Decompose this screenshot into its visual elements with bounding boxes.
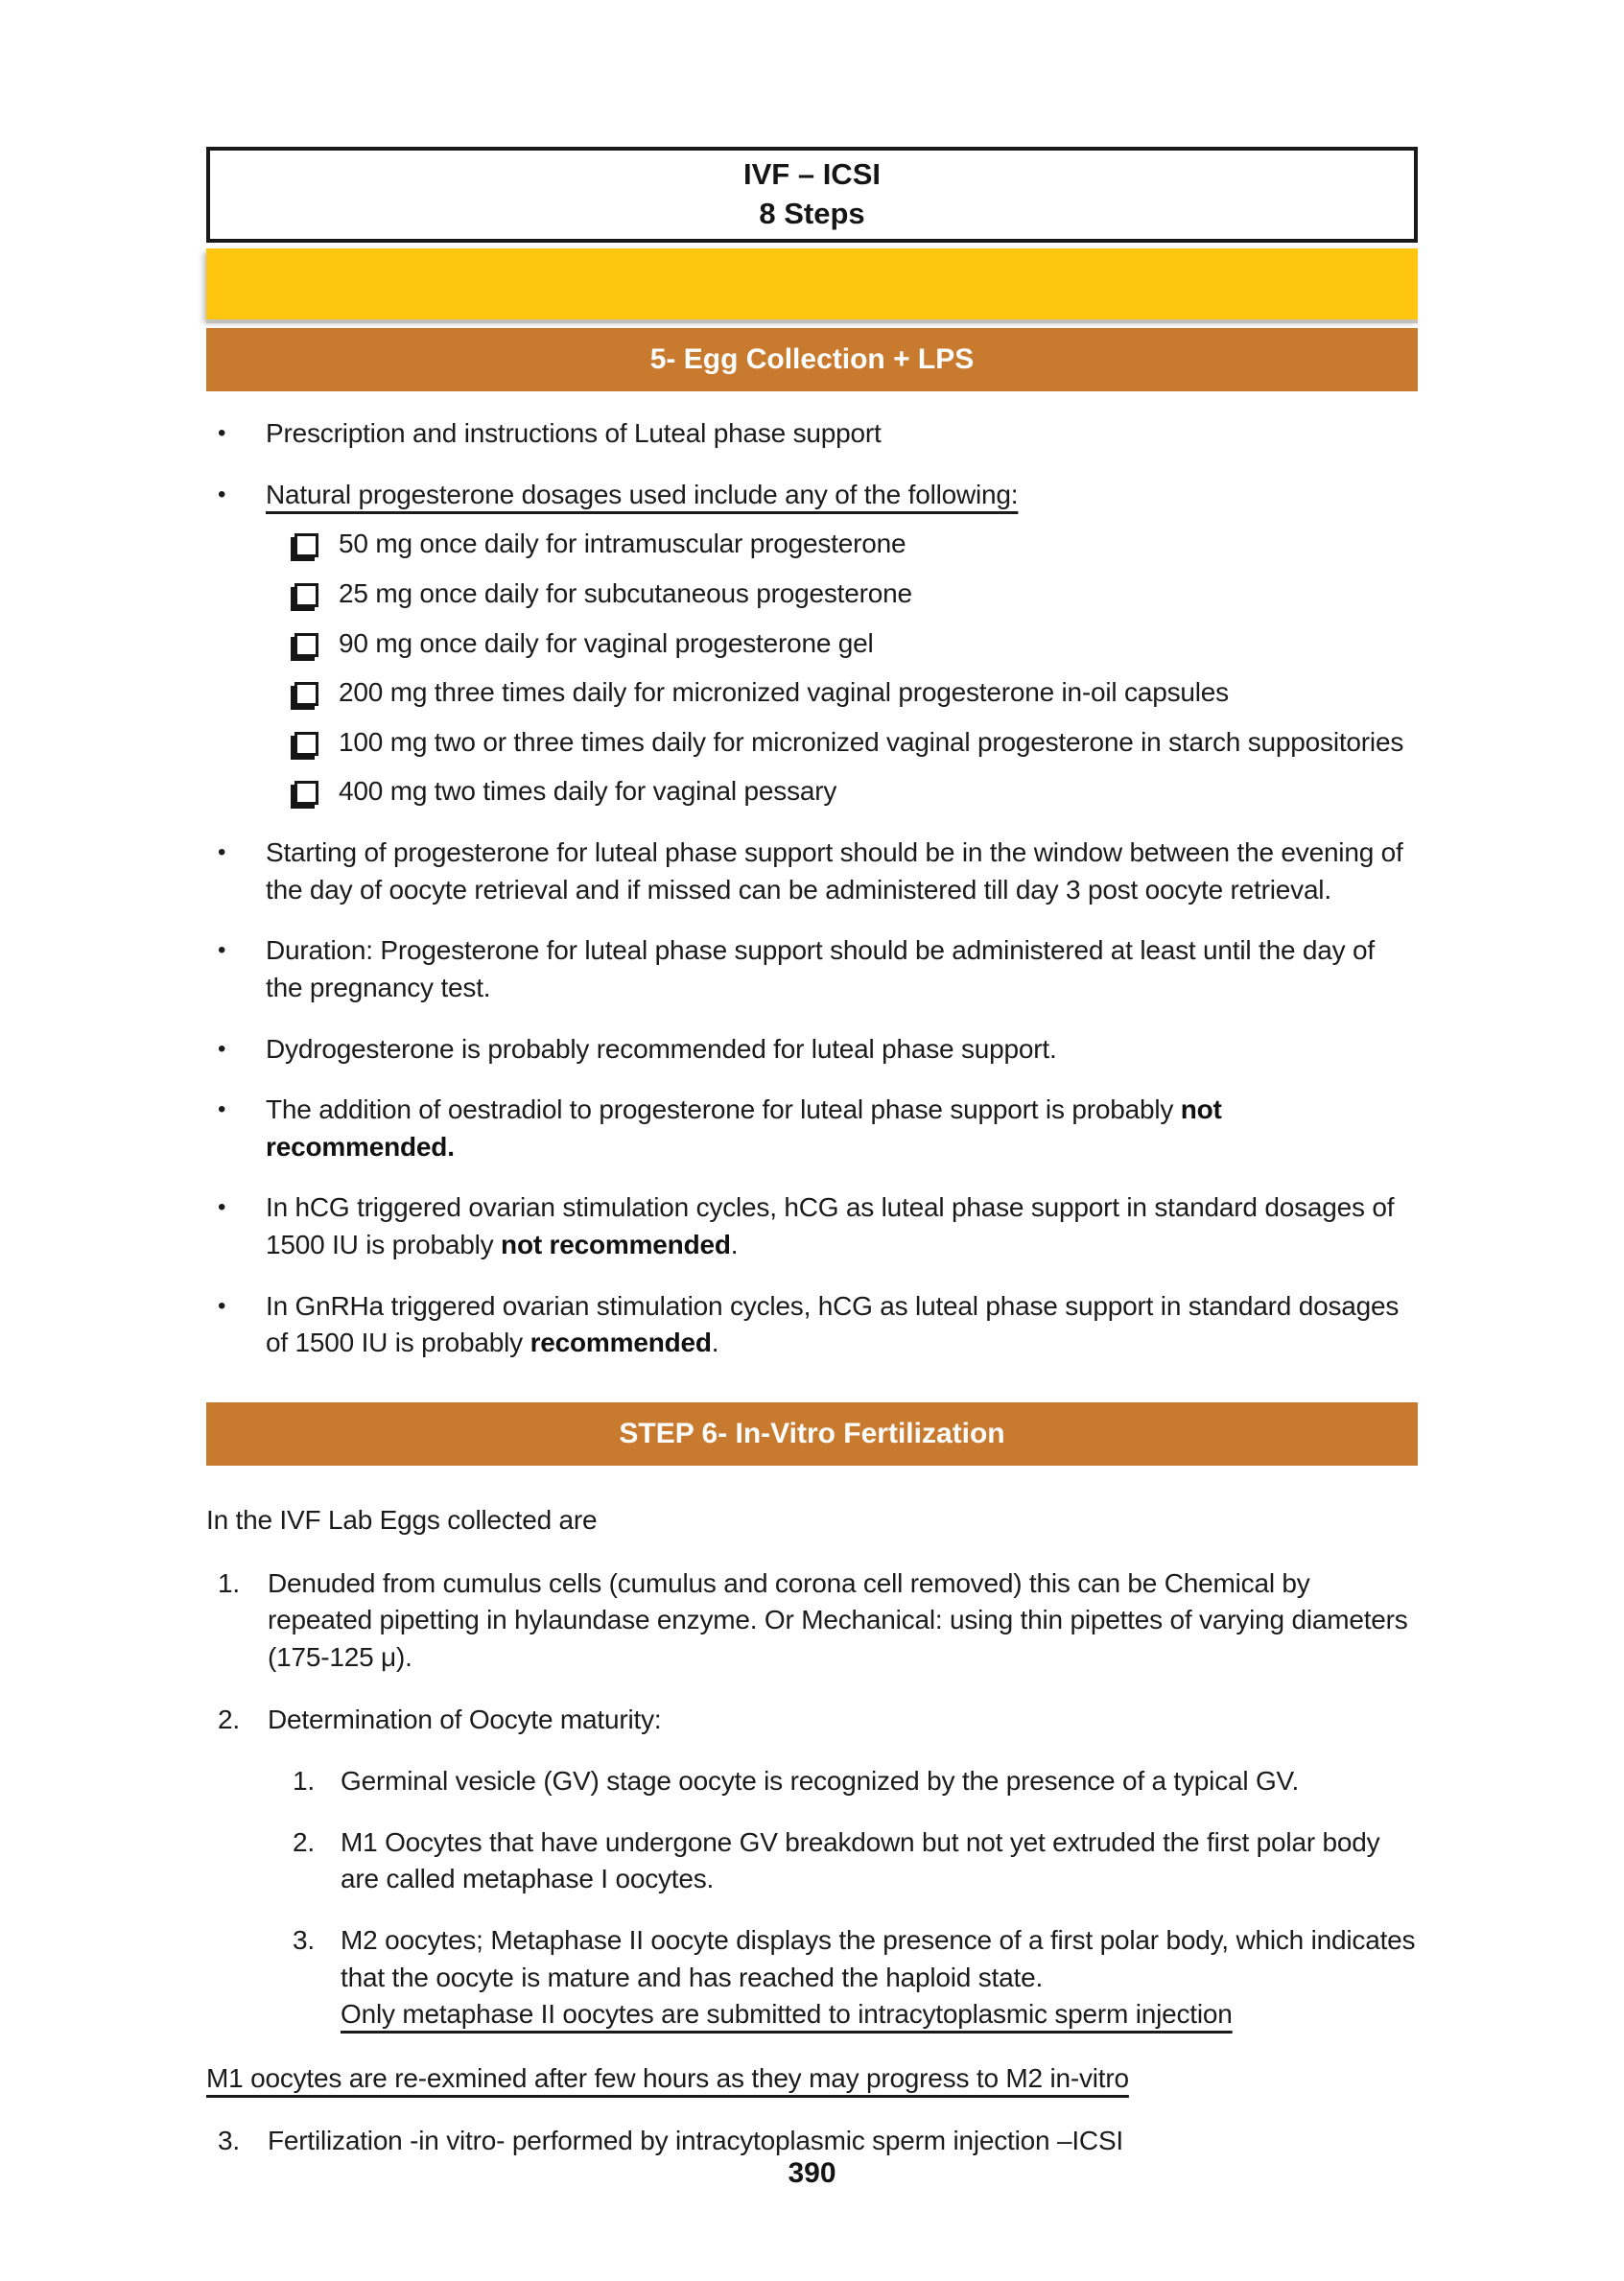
dosage-option-text: 25 mg once daily for subcutaneous progesterone	[339, 577, 912, 608]
bullet-text-suffix: .	[711, 1328, 719, 1358]
bullet-text	[266, 1189, 1418, 1263]
bullet-text-bold: not recommended	[501, 1230, 731, 1259]
bullet-item	[206, 1288, 1418, 1362]
bullet-text	[266, 1092, 1418, 1165]
checkbox-icon	[294, 682, 318, 706]
bullet-item	[206, 1189, 1418, 1263]
bullet-text-normal: The addition of oestradiol to progesterone for luteal phase support is probably	[266, 1094, 1181, 1125]
item-number: 1.	[218, 1567, 240, 1598]
bullet-icon: •	[218, 1194, 226, 1221]
checkbox-icon	[294, 781, 318, 805]
subitem-text: M1 Oocytes that have undergone GV breakdown but not yet extruded the first polar body are called metaphase I oocytes.	[341, 1826, 1380, 1894]
doc-title-line2: 8 Steps	[759, 197, 865, 230]
numbered-subitem	[279, 1763, 1418, 1800]
page-number: 390	[788, 2157, 836, 2189]
title-box	[206, 147, 1418, 243]
section-6-intro: In the IVF Lab Eggs collected are	[206, 1504, 598, 1535]
section-6-header-label: STEP 6- In-Vitro Fertilization	[619, 1417, 1005, 1449]
bullet-text-normal: In hCG triggered ovarian stimulation cycles, hCG as luteal phase support in standard dosages of 1500 IU is probably	[266, 1192, 1395, 1259]
numbered-item	[206, 1702, 1418, 1739]
dosage-option-text: 50 mg once daily for intramuscular progesterone	[339, 529, 906, 559]
checkbox-icon	[294, 633, 318, 657]
dosage-options-list	[206, 526, 1418, 811]
bullet-item	[206, 477, 1418, 514]
bullet-text: Duration: Progesterone for luteal phase support should be administered at least until the day of the pregnancy test.	[266, 935, 1375, 1002]
checkbox-icon	[294, 533, 318, 557]
subitem-text	[341, 1922, 1418, 2034]
subitem-text-underlined: Only metaphase II oocytes are submitted to intracytoplasmic sperm injection	[341, 1999, 1233, 2030]
bullet-text-bold: not recommended.	[266, 1094, 1222, 1162]
bullet-text-normal: In GnRHa triggered ovarian stimulation cycles, hCG as luteal phase support in standard dosages of 1500 IU is probably	[266, 1290, 1400, 1358]
dosage-option-row	[289, 526, 1418, 563]
subitem-number: 1.	[293, 1766, 315, 1796]
subitem-text: Germinal vesicle (GV) stage oocyte is recognized by the presence of a typical GV.	[341, 1766, 1300, 1796]
subitem-number: 3.	[293, 1924, 315, 1955]
item-number: 3.	[218, 2126, 240, 2156]
subitem-number: 2.	[293, 1826, 315, 1857]
bullet-text: Dydrogesterone is probably recommended for luteal phase support.	[266, 1033, 1057, 1064]
dosage-option-row	[289, 773, 1418, 811]
section-6-header-band	[206, 1402, 1418, 1466]
bullet-text: Starting of progesterone for luteal phase support should be in the window between the evening of the day of oocyte retrieval and if missed can be administered till day 3 post oocyte retrieval.	[266, 837, 1403, 905]
bullet-icon: •	[218, 1096, 226, 1123]
yellow-banner	[206, 248, 1418, 319]
dosage-option-row	[289, 724, 1418, 762]
item-text: Denuded from cumulus cells (cumulus and corona cell removed) this can be Chemical by repeated pipetting in hylaundase enzyme. Or Mechanical: using thin pipettes of varying diameters (175-125 μ).	[268, 1567, 1408, 1672]
section-5-header-label: 5- Egg Collection + LPS	[649, 343, 975, 375]
dosage-option-text: 90 mg once daily for vaginal progesterone gel	[339, 627, 874, 658]
bullet-text-underlined: Natural progesterone dosages used include any of the following:	[266, 479, 1019, 509]
item-text: Determination of Oocyte maturity:	[268, 1705, 662, 1735]
numbered-item	[206, 1565, 1418, 1677]
bullet-item	[206, 415, 1418, 453]
numbered-subitem	[279, 1824, 1418, 1898]
bullet-icon: •	[218, 839, 226, 865]
bullet-text: Prescription and instructions of Luteal phase support	[266, 418, 882, 448]
item-text: Fertilization -in vitro- performed by intracytoplasmic sperm injection –ICSI	[268, 2126, 1123, 2156]
page-content	[206, 147, 1418, 2160]
numbered-subitem	[279, 1922, 1418, 2034]
bullet-icon: •	[218, 937, 226, 964]
bullet-icon: •	[218, 1035, 226, 1062]
item-number: 2.	[218, 1705, 240, 1735]
section-5-header-band	[206, 328, 1418, 391]
bullet-item	[206, 932, 1418, 1006]
dosage-option-text: 100 mg two or three times daily for micronized vaginal progesterone in starch suppositories	[339, 726, 1404, 757]
bullet-icon: •	[218, 420, 226, 446]
checkbox-icon	[294, 732, 318, 756]
section-5-body	[206, 415, 1418, 1362]
dosage-option-row	[289, 576, 1418, 613]
bullet-item	[206, 835, 1418, 908]
section-6-body	[206, 1502, 1418, 2160]
doc-title-line1: IVF – ICSI	[743, 157, 881, 192]
bullet-item	[206, 1092, 1418, 1165]
dosage-option-row	[289, 625, 1418, 663]
checkbox-icon	[294, 583, 318, 607]
subitem-text-normal: M2 oocytes; Metaphase II oocyte displays the presence of a first polar body, which indicates that the oocyte is mature and has reached the haploid state.	[341, 1924, 1416, 1992]
bullet-text-suffix: .	[730, 1230, 739, 1259]
dosage-option-text: 200 mg three times daily for micronized vaginal progesterone in-oil capsules	[339, 677, 1229, 708]
dosage-option-row	[289, 674, 1418, 712]
bullet-icon: •	[218, 481, 226, 507]
bullet-item	[206, 1031, 1418, 1069]
bullet-text-bold: recommended	[530, 1328, 712, 1358]
dosage-option-text: 400 mg two times daily for vaginal pessary	[339, 776, 837, 807]
bullet-text	[266, 1288, 1418, 1362]
numbered-item	[206, 2123, 1418, 2160]
m1-note-underlined: M1 oocytes are re-exmined after few hours as they may progress to M2 in-vitro	[206, 2062, 1129, 2093]
bullet-icon: •	[218, 1292, 226, 1319]
